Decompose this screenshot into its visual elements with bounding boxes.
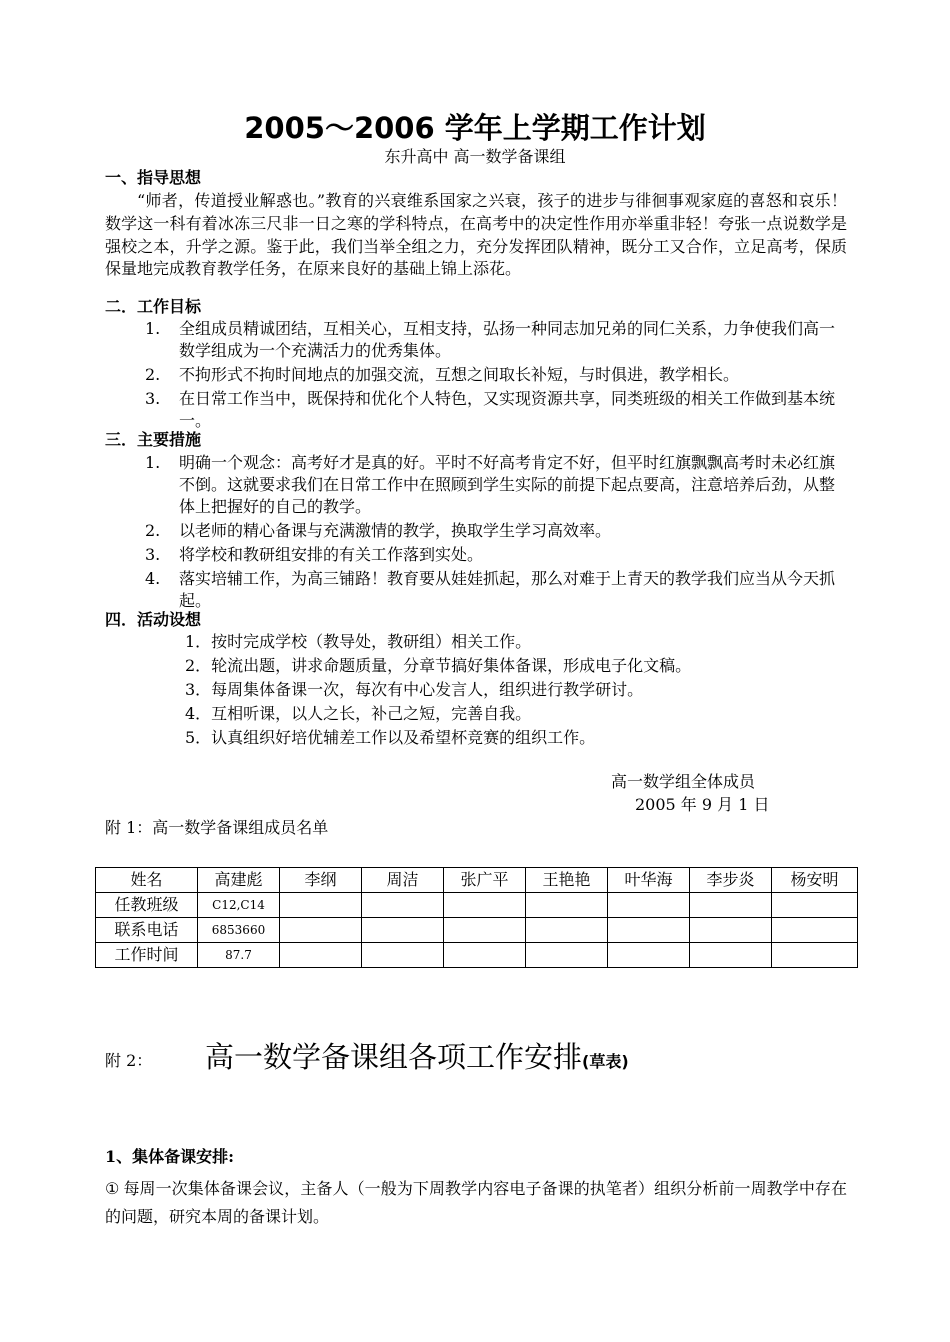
list-number: 4.: [145, 569, 161, 588]
table-cell: [772, 893, 858, 918]
attachment1-label: 附 1：高一数学备课组成员名单: [105, 818, 329, 837]
section-heading-measures: 三．主要措施: [105, 430, 202, 449]
list-item: 1．按时完成学校（教导处，教研组）相关工作。: [185, 632, 532, 651]
table-header-cell: 周洁: [362, 868, 444, 893]
table-cell: [280, 943, 362, 968]
table-cell: [444, 918, 526, 943]
table-header-cell: 叶华海: [608, 868, 690, 893]
table-cell: [526, 893, 608, 918]
table-cell: 联系电话: [96, 918, 198, 943]
list-item-text: 明确一个观念：高考好才是真的好。平时不好高考肯定不好，但平时红旗飘飘高考时未必红旗不倒。这就要求我们在日常工作中在照顾到学生实际的前提下起点要高，注意培养后劲，从整体上把握好的自己的教学。: [179, 453, 836, 516]
list-item: 2．轮流出题，讲求命题质量，分章节搞好集体备课，形成电子化文稿。: [185, 656, 692, 675]
table-cell: [362, 943, 444, 968]
arrangement-marker: ①: [105, 1179, 120, 1198]
table-cell: 工作时间: [96, 943, 198, 968]
table-row: [96, 943, 858, 968]
signature-group: 高一数学组全体成员: [611, 772, 756, 791]
table-header-cell: 李步炎: [690, 868, 772, 893]
section-heading-goals: 二．工作目标: [105, 297, 202, 316]
table-cell: [690, 893, 772, 918]
list-item-text: 将学校和教研组安排的有关工作落到实处。: [179, 545, 484, 564]
table-cell: [772, 943, 858, 968]
table-cell: [526, 943, 608, 968]
table-cell: 87.7: [198, 943, 280, 968]
guiding-thought-paragraph: “师者，传道授业解惑也。”教育的兴衰维系国家之兴衰，孩子的进步与徘徊事观家庭的喜怒和哀乐！数学这一科有着冰冻三尺非一日之寒的学科特点，在高考中的决定性作用亦举重非轻！夸张一点说数学是强校之本，升学之源。鉴于此，我们当举全组之力，充分发挥团队精神，既分工又合作，立足高考，保质保量地完成教育教学任务，在原来良好的基础上锦上添花。: [105, 191, 847, 279]
table-cell: 6853660: [198, 918, 280, 943]
list-item: [105, 388, 847, 432]
list-item-text: 全组成员精诚团结，互相关心，互相支持，弘扬一种同志加兄弟的同仁关系，力争使我们高一数学组成为一个充满活力的优秀集体。: [179, 319, 836, 360]
table-cell: [526, 918, 608, 943]
table-cell: [690, 943, 772, 968]
list-item: 3．每周集体备课一次，每次有中心发言人，组织进行教学研讨。: [185, 680, 644, 699]
table-cell: [444, 893, 526, 918]
table-header-cell: 高建彪: [198, 868, 280, 893]
attachment2-note: (草表): [582, 1052, 629, 1071]
table-header-cell: 姓名: [96, 868, 198, 893]
table-cell: 任教班级: [96, 893, 198, 918]
table-header-cell: 李纲: [280, 868, 362, 893]
list-number: 3.: [145, 545, 161, 564]
list-item: [105, 452, 847, 518]
table-row: [96, 918, 858, 943]
section-heading-guiding-thought: 一、指导思想: [105, 168, 202, 187]
table-header-row: [96, 868, 858, 893]
table-cell: [608, 943, 690, 968]
list-item: [105, 318, 847, 362]
table-cell: [608, 893, 690, 918]
table-cell: [280, 918, 362, 943]
table-header-cell: 张广平: [444, 868, 526, 893]
table-cell: [444, 943, 526, 968]
table-header-cell: 杨安明: [772, 868, 858, 893]
table-cell: [362, 893, 444, 918]
page-subtitle: 东升高中 高一数学备课组: [384, 147, 566, 166]
list-item-text: 不拘形式不拘时间地点的加强交流，互想之间取长补短，与时俱进，教学相长。: [179, 365, 740, 384]
table-cell: C12,C14: [198, 893, 280, 918]
list-item: [105, 364, 847, 386]
table-cell: [608, 918, 690, 943]
list-item: [105, 544, 847, 566]
table-cell: [772, 918, 858, 943]
attachment2-title-text: 高一数学备课组各项工作安排: [205, 1040, 583, 1074]
list-item: 5．认真组织好培优辅差工作以及希望杯竞赛的组织工作。: [185, 728, 596, 747]
members-table: [95, 867, 858, 968]
measures-list: [105, 452, 847, 614]
table-header-cell: 王艳艳: [526, 868, 608, 893]
list-number: 2.: [145, 521, 161, 540]
table-cell: [690, 918, 772, 943]
list-item: [105, 520, 847, 542]
arrangement-paragraph: [105, 1175, 847, 1231]
table-cell: [280, 893, 362, 918]
list-number: 3.: [145, 389, 161, 408]
goals-list: [105, 318, 847, 434]
list-item-text: 以老师的精心备课与充满激情的教学，换取学生学习高效率。: [179, 521, 612, 540]
list-number: 1.: [145, 453, 161, 472]
page-title: 2005～2006 学年上学期工作计划: [244, 111, 706, 145]
attachment2-title: [205, 1035, 629, 1084]
table-row: [96, 893, 858, 918]
activities-list: [105, 630, 847, 750]
list-item: 4．互相听课，以人之长，补己之短，完善自我。: [185, 704, 532, 723]
attachment2-label: 附 2：: [105, 1051, 153, 1070]
signature-date: 2005 年 9 月 1 日: [635, 795, 770, 814]
list-number: 1.: [145, 319, 161, 338]
arrangement-text: 每周一次集体备课会议，主备人（一般为下周教学内容电子备课的执笔者）组织分析前一周教学中存在的问题，研究本周的备课计划。: [105, 1179, 847, 1226]
section-heading-activities: 四．活动设想: [105, 610, 202, 629]
arrangement-heading: 1、集体备课安排:: [105, 1147, 235, 1166]
list-item: [105, 568, 847, 612]
list-item-text: 落实培辅工作，为高三铺路！教育要从娃娃抓起，那么对难于上青天的教学我们应当从今天抓起。: [179, 569, 836, 610]
list-item-text: 在日常工作当中，既保持和优化个人特色，又实现资源共享，同类班级的相关工作做到基本统一。: [179, 389, 836, 430]
list-number: 2.: [145, 365, 161, 384]
table-cell: [362, 918, 444, 943]
